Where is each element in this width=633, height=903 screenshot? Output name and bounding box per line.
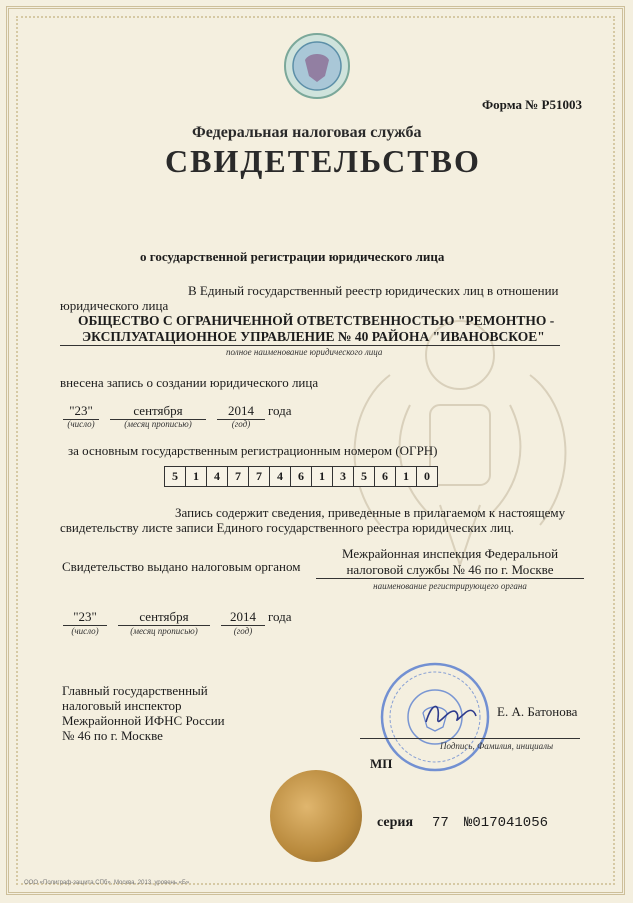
date1-month: сентября [110,403,206,420]
date1-year: 2014 [217,403,265,420]
series-value: 77 [432,815,449,831]
official-line-1: Главный государственный [62,683,208,698]
ogrn-digit: 1 [395,466,417,487]
ogrn-number [164,466,437,487]
issued-by-label: Свидетельство выдано налоговым органом [62,559,301,574]
ogrn-digit: 4 [269,466,291,487]
intro-line-1: В Единый государственный реестр юридических лиц в отношении [188,283,559,298]
mp-label: МП [370,756,393,771]
signer-name: Е. А. Батонова [497,704,578,719]
date1-month-caption: (месяц прописью) [124,419,192,429]
ogrn-digit: 6 [374,466,396,487]
note-line-1: Запись содержит сведения, приведенные в прилагаемом к настоящему [175,505,566,520]
date1-day: "23" [63,403,99,420]
ogrn-label: за основным государственным регистрационным номером (ОГРН) [68,443,438,458]
official-line-2: налоговый инспектор [62,698,182,713]
issuer-title: Федеральная налоговая служба [192,124,422,141]
intro-line-2: юридического лица [60,298,169,313]
ogrn-digit: 7 [248,466,270,487]
emblem-icon [283,32,351,100]
date2-day-caption: (число) [71,626,99,636]
date1-year-caption: (год) [231,419,251,429]
date2-day: "23" [63,609,107,626]
company-name-line-1: ОБЩЕСТВО С ОГРАНИЧЕННОЙ ОТВЕТСТВЕННОСТЬЮ "РЕМОНТНО - [78,313,555,328]
signature-icon [420,696,480,736]
signature-line [360,738,580,739]
ogrn-digit: 0 [416,466,438,487]
ogrn-digit: 7 [227,466,249,487]
official-line-4: № 46 по г. Москве [62,728,163,743]
date2-month: сентября [118,609,210,626]
document-subtitle: о государственной регистрации юридического лица [140,249,445,264]
authority-caption: наименование регистрирующего органа [373,581,527,591]
authority-line-1: Межрайонная инспекция Федеральной [341,546,559,561]
date1-day-caption: (число) [67,419,95,429]
gold-hologram-seal [270,770,362,862]
document-title: СВИДЕТЕЛЬСТВО [165,143,481,179]
date1-suffix: года [268,403,292,418]
certificate-number: №017041056 [464,815,549,831]
printer-footer: ООО «Полиграф-защита СПб», Москва, 2013, уровень «Б» [24,880,190,886]
authority-line-2: налоговой службы № 46 по г. Москве [316,562,584,579]
date2-year-caption: (год) [233,626,253,636]
signature-caption: Подпись, Фамилия, инициалы [440,741,554,751]
company-name-line-2: ЭКСПЛУАТАЦИОННОЕ УПРАВЛЕНИЕ № 40 РАЙОНА "ИВАНОВСКОЕ" [82,329,545,344]
ogrn-digit: 3 [332,466,354,487]
ogrn-digit: 1 [311,466,333,487]
ogrn-digit: 5 [353,466,375,487]
ogrn-digit: 1 [185,466,207,487]
official-line-3: Межрайонной ИФНС России [62,713,225,728]
company-name-caption: полное наименование юридического лица [226,347,383,357]
date2-suffix: года [268,609,292,624]
note-line-2: свидетельству листе записи Единого государственного реестра юридических лиц. [60,520,515,535]
date2-month-caption: (месяц прописью) [130,626,198,636]
ogrn-digit: 5 [164,466,186,487]
form-number: Форма № Р51003 [482,97,582,112]
ogrn-digit: 6 [290,466,312,487]
date2-year: 2014 [221,609,265,626]
entry-text: внесена запись о создании юридического лица [60,375,319,390]
company-name-underline [60,345,560,346]
ogrn-digit: 4 [206,466,228,487]
series-label: серия [377,815,414,830]
